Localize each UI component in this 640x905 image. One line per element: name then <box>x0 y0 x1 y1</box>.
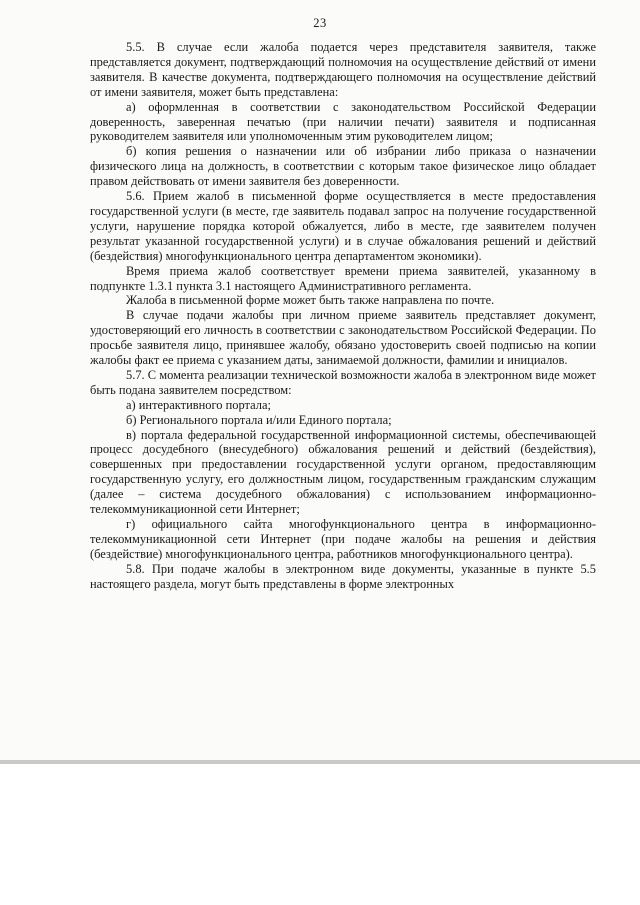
page-number: 23 <box>313 16 327 30</box>
paragraph-personal-reception: В случае подачи жалобы при личном приеме заявитель представляет документ, удостоверяющий его личность в соответствии с законодательством Российской Федерации. По просьбе заявителя лицо, принявшее жалобу, обязано удостоверить своей подписью на копии жалобы факт ее приема с указанием даты, занимаемой должности, фамилии и инициалов. <box>90 308 596 368</box>
paragraph-reception-time: Время приема жалоб соответствует времени приема заявителей, указанному в подпункте 1.3.1 пункта 3.1 настоящего Административного регламента. <box>90 263 596 293</box>
paragraph-5-7: 5.7. С момента реализации технической возможности жалоба в электронном виде может быть подана заявителем посредством: <box>90 367 596 397</box>
paragraph-5-5-b: б) копия решения о назначении или об избрании либо приказа о назначении физического лица на должность, в соответствии с которым такое физическое лицо обладает правом действовать от имени заявителя без доверенности. <box>90 144 596 189</box>
paragraph-5-6: 5.6. Прием жалоб в письменной форме осуществляется в месте предоставления государственной услуги (в месте, где заявитель подавал запрос на получение государственной услуги, нарушение порядка которой обжалуется, либо в месте, где заявителем получен результат указанной государственной услуги) и в случае обжалования решений и действий (бездействия) многофункционального центра департаментом экономики). <box>90 189 596 263</box>
paragraph-5-7-a: а) интерактивного портала; <box>126 397 271 412</box>
paragraph-5-7-g: г) официального сайта многофункционального центра в информационно-телекоммуникационной сети Интернет (при подаче жалобы на решения и действия (бездействие) многофункционального центра, работников многофункционального центра). <box>90 517 596 561</box>
paragraph-5-7-b: б) Регионального портала и/или Единого портала; <box>126 412 392 427</box>
document-body <box>90 40 596 592</box>
paragraph-by-mail: Жалоба в письменной форме может быть также направлена по почте. <box>126 293 495 308</box>
paragraph-5-8: 5.8. При подаче жалобы в электронном виде документы, указанные в пункте 5.5 настоящего раздела, могут быть представлены в форме электронных <box>90 561 596 591</box>
paragraph-5-5: 5.5. В случае если жалоба подается через представителя заявителя, также представляется документ, подтверждающий полномочия на осуществление действий от имени заявителя. В качестве документа, подтверждающего полномочия на осуществление действий от имени заявителя, может быть представлена: <box>90 40 596 99</box>
scan-edge-divider <box>0 760 640 764</box>
paragraph-5-7-v: в) портала федеральной государственной информационной системы, обеспечивающей процесс досудебного (внесудебного) обжалования решений и действий (бездействия), совершенных при предоставлении государственной услуги органом, предоставляющим государственную услугу, его должностным лицом, государственным гражданским служащим (далее – система досудебного обжалования) с использованием информационно-телекоммуникационной сети Интернет; <box>90 427 596 517</box>
paragraph-5-5-a: а) оформленная в соответствии с законодательством Российской Федерации доверенность, заверенная печатью (при наличии печати) заявителя и подписанная руководителем заявителя или уполномоченным этим руководителем лицом; <box>90 99 596 144</box>
